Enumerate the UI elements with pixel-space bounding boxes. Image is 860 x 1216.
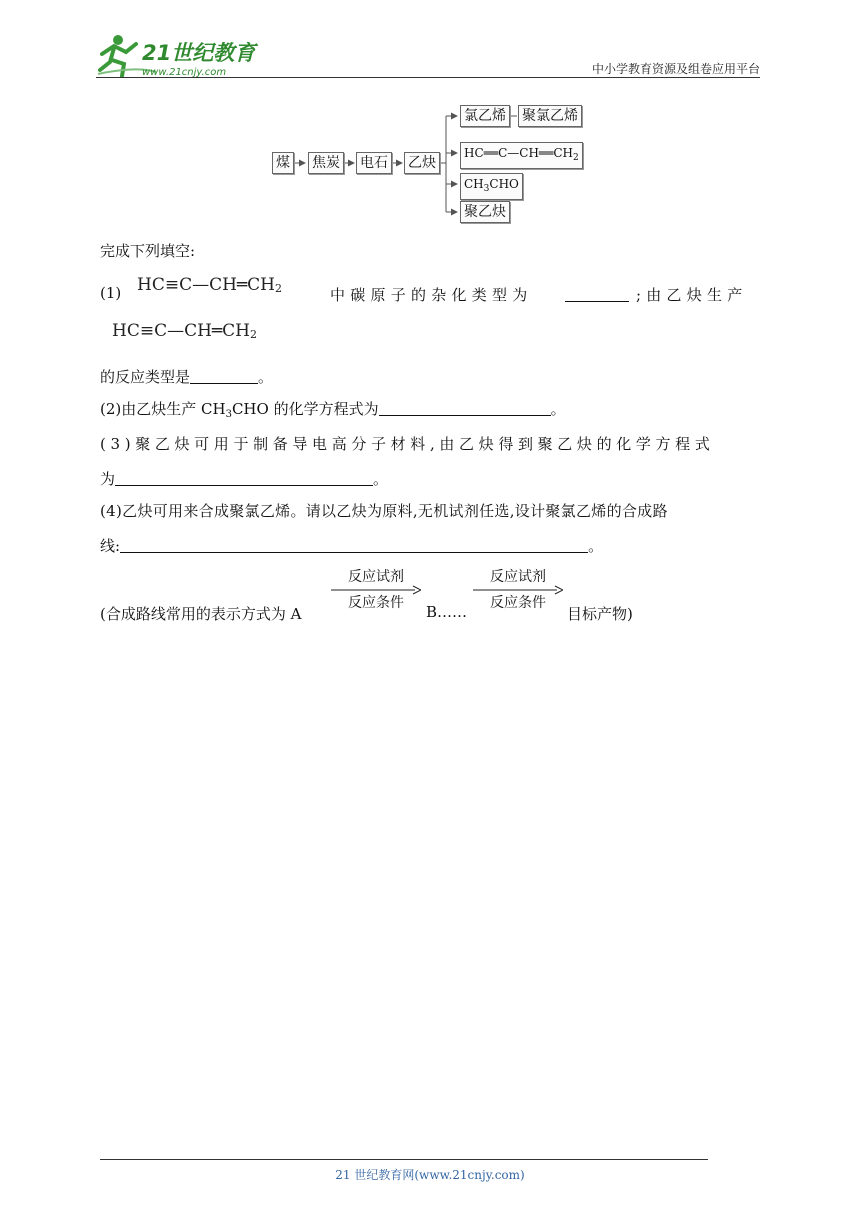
vinylacetylene-box: [460, 142, 583, 169]
q4-route-blank[interactable]: [120, 538, 588, 553]
q1-text-b: ;由乙炔生产: [636, 286, 748, 304]
q1-formula-sub: 2: [274, 282, 282, 295]
logo-url: www.21cnjy.com: [142, 67, 227, 78]
q4-line-2: [100, 535, 603, 556]
acetylene-box: 乙炔: [404, 152, 440, 174]
q1-text-a: [330, 284, 533, 305]
footer-divider: [100, 1159, 708, 1160]
q4-line-1: (4)乙炔可用来合成聚氯乙烯。请以乙炔为原料,无机试剂任选,设计聚氯乙烯的合成路: [100, 502, 668, 520]
q1-number: (1): [100, 284, 122, 302]
q1-formula-text: HC≡C—CH═CH: [137, 275, 275, 295]
polyacetylene-box: 聚乙炔: [460, 201, 510, 223]
q1-formula2-sub: 2: [249, 328, 257, 341]
q2-prompt: (2)由乙炔生产 CH: [100, 400, 226, 418]
q1-formula: [137, 275, 282, 295]
arrow2-reagent: 反应试剂: [490, 569, 546, 585]
q2-end: 。: [550, 400, 566, 418]
q3-line-2: [100, 468, 388, 489]
coal-box: 煤: [272, 152, 294, 174]
q1-text-c-line: [100, 366, 273, 387]
arrow2-condition: 反应条件: [490, 595, 546, 611]
q4-end: 。: [588, 537, 604, 555]
route-suffix: 目标产物): [567, 605, 633, 623]
q1-prompt-hybridization: 中碳原子的杂化类型为: [330, 286, 533, 304]
q2-sub: 3: [225, 409, 232, 420]
route-mid: B……: [426, 603, 468, 621]
vinylacetylene-sub: 2: [573, 153, 579, 163]
site-logo[interactable]: [96, 32, 266, 80]
calcium-carbide-box: 电石: [356, 152, 392, 174]
acetaldehyde-ch: CH: [464, 177, 484, 191]
vinyl-chloride-box: 氯乙烯: [460, 105, 510, 127]
coke-box: 焦炭: [308, 152, 344, 174]
q3-line-1: (3)聚乙炔可用于制备导电高分子材料,由乙炔得到聚乙炔的化学方程式: [100, 435, 715, 453]
acetaldehyde-box: [460, 173, 523, 200]
q3-prompt-b: 为: [100, 470, 116, 488]
arrow1-reagent: 反应试剂: [348, 569, 404, 585]
q3-end: 。: [373, 470, 389, 488]
route-prefix: (合成路线常用的表示方式为 A: [100, 605, 302, 623]
q1-formula-2: [112, 321, 257, 341]
acetaldehyde-sub: 3: [483, 184, 490, 194]
header-divider: [96, 77, 760, 78]
q1-prompt-reaction-type: 的反应类型是: [100, 368, 191, 386]
q1-hybridization-blank[interactable]: [565, 287, 629, 302]
q1-end: 。: [258, 368, 274, 386]
acetaldehyde-cho: CHO: [489, 177, 519, 191]
q3-equation-blank[interactable]: [115, 471, 373, 486]
intro-text: 完成下列填空:: [100, 242, 196, 260]
platform-label: 中小学教育资源及组卷应用平台: [591, 62, 760, 76]
q2-prompt-b: CHO 的化学方程式为: [231, 400, 379, 418]
route-arrow-2: [473, 566, 563, 616]
q2-line: [100, 398, 566, 420]
q1-reaction-type-blank[interactable]: [190, 369, 258, 384]
footer-link[interactable]: 21 世纪教育网(www.21cnjy.com): [335, 1168, 525, 1182]
q4-prompt-b: 线:: [100, 537, 121, 555]
arrow1-condition: 反应条件: [348, 595, 404, 611]
logo-text: 21世纪教育: [142, 41, 256, 65]
q1-formula2-text: HC≡C—CH═CH: [112, 321, 250, 341]
pvc-box: 聚氯乙烯: [518, 105, 582, 127]
q2-equation-blank[interactable]: [379, 401, 551, 416]
vinylacetylene-formula: HC══C—CH══CH: [464, 146, 574, 160]
route-arrow-1: [331, 566, 421, 616]
